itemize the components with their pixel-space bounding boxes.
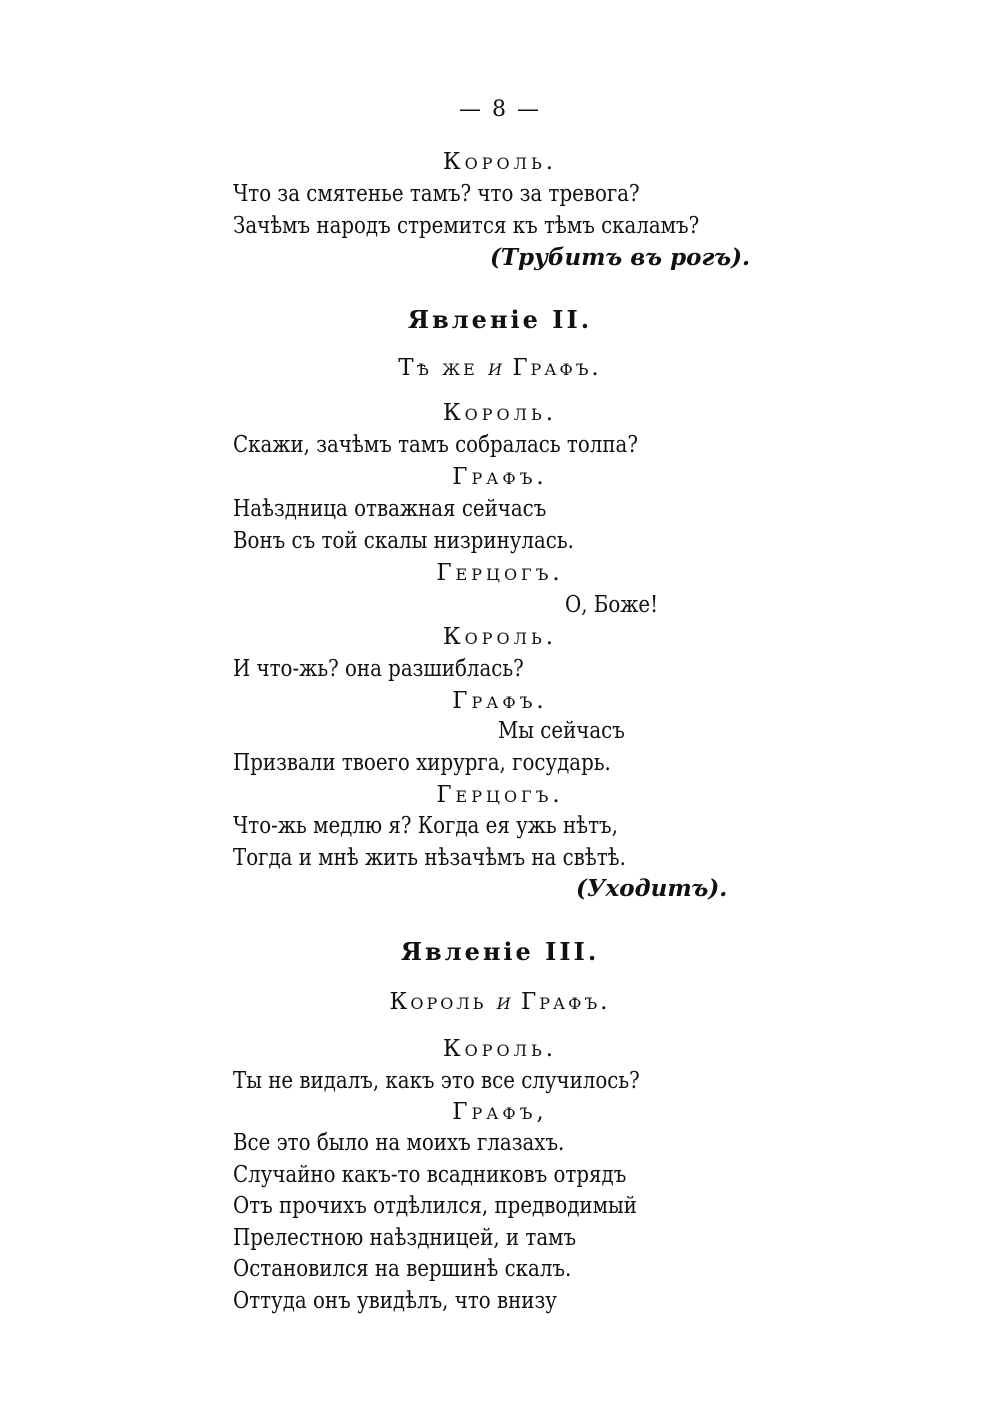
verse-line: Зачѣмъ народъ стремится къ тѣмъ скаламъ?	[233, 213, 700, 239]
speaker-count: Графъ.	[452, 464, 548, 490]
verse-line: Оттуда онъ увидѣлъ, что внизу	[233, 1288, 557, 1314]
verse-line: Случайно какъ-то всадниковъ отрядъ	[233, 1162, 627, 1188]
speaker-count: Графъ.	[452, 688, 548, 714]
stage-direction	[490, 243, 750, 273]
speaker-king: Король.	[442, 624, 558, 650]
speaker-duke: Герцогъ.	[436, 560, 564, 586]
verse-line: И что-жь? она разшиблась?	[233, 656, 524, 682]
scene-heading: Явленіе II.	[407, 305, 593, 334]
cast-name: Графъ.	[512, 355, 602, 381]
verse-line: Тогда и мнѣ жить нѣзачѣмъ на свѣтѣ.	[233, 845, 626, 871]
stage-direction-text: (Трубитъ въ рогъ).	[490, 244, 751, 271]
verse-line: Остановился на вершинѣ скалъ.	[233, 1256, 572, 1282]
speaker-king: Король.	[442, 1036, 558, 1062]
scene-cast	[0, 987, 1000, 1017]
verse-line: Отъ прочихъ отдѣлился, предводимый	[233, 1193, 637, 1219]
speaker-count: Графъ,	[452, 1099, 548, 1125]
scene-heading: Явленіе III.	[400, 937, 600, 966]
stage-direction-text: (Уходитъ).	[576, 875, 728, 902]
verse-line: Вонъ съ той скалы низринулась.	[233, 528, 574, 554]
verse-line: Прелестною наѣздницей, и тамъ	[233, 1225, 577, 1251]
verse-line: Ты не видалъ, какъ это все случилось?	[233, 1068, 640, 1094]
verse-line: О, Боже!	[565, 592, 659, 618]
page-number: — 8 —	[459, 97, 541, 122]
verse-line: Скажи, зачѣмъ тамъ собралась толпа?	[233, 432, 638, 458]
cast-name: Тѣ же	[398, 355, 478, 381]
verse-line: Призвали твоего хирурга, государь.	[233, 750, 611, 776]
verse-line: Что-жь медлю я? Когда ея ужь нѣтъ,	[233, 813, 618, 839]
scene-cast	[0, 353, 1000, 383]
cast-conjunction: и	[496, 989, 511, 1015]
cast-conjunction: и	[488, 355, 503, 381]
speaker-king: Король.	[442, 149, 558, 175]
speaker-duke: Герцогъ.	[436, 782, 564, 808]
cast-name: Графъ.	[521, 989, 611, 1015]
verse-line: Наѣздница отважная сейчасъ	[233, 496, 547, 522]
verse-line: Что за смятенье тамъ? что за тревога?	[233, 181, 640, 207]
stage-direction	[576, 874, 727, 904]
verse-line: Все это было на моихъ глазахъ.	[233, 1130, 565, 1156]
speaker-king: Король.	[442, 400, 558, 426]
verse-line: Мы сейчасъ	[498, 718, 625, 744]
cast-name: Король	[389, 989, 487, 1015]
